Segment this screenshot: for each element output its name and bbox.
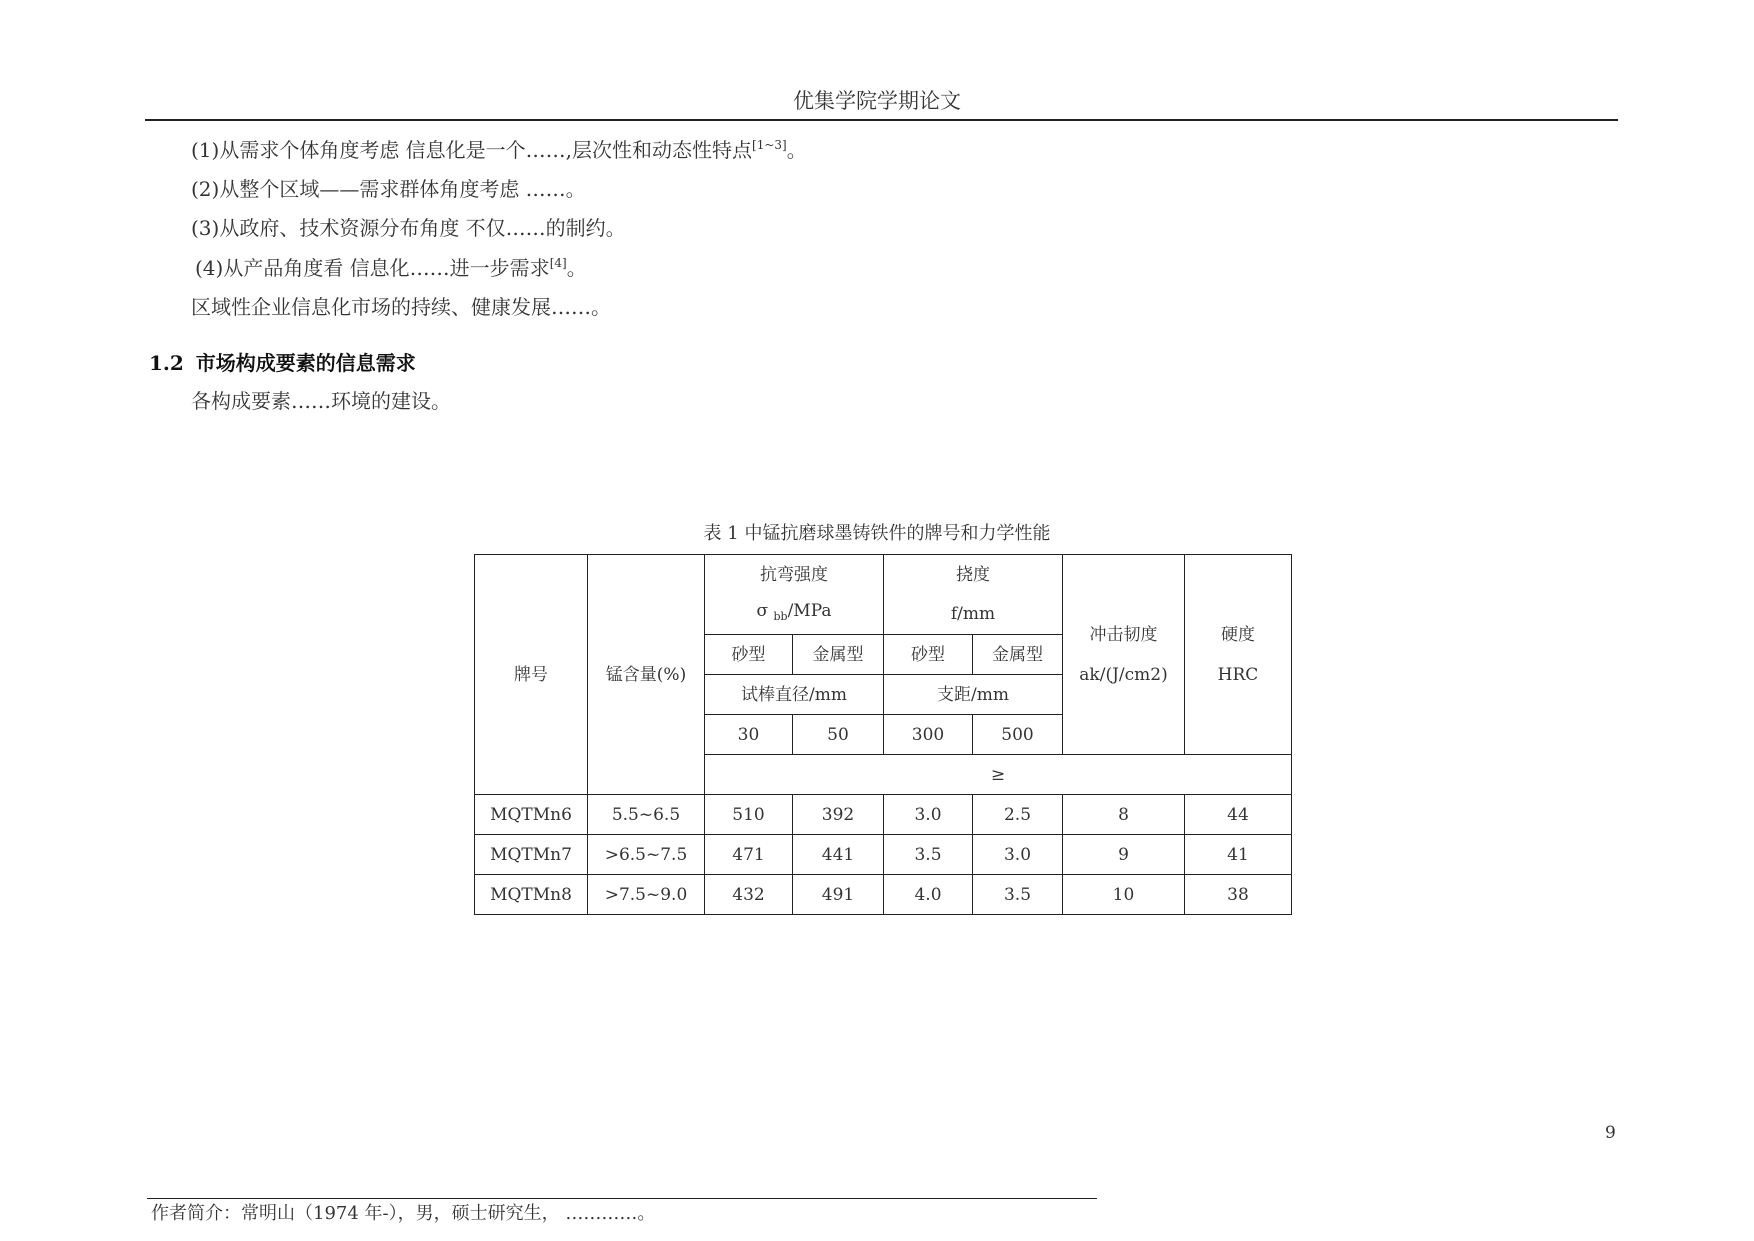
header-impact-toughness: [1063, 555, 1185, 755]
impact-label: 冲击韧度: [1089, 624, 1158, 645]
header-bar-diameter: 试棒直径/mm: [705, 675, 884, 715]
header-hardness: [1185, 555, 1292, 755]
section-heading: [149, 350, 416, 376]
cell-sand-defl: 3.0: [884, 795, 973, 835]
cell-metal-bend: 491: [793, 875, 884, 915]
table-caption: 表 1 中锰抗磨球墨铸铁件的牌号和力学性能: [703, 523, 1051, 544]
header-deflection-unit: f/mm: [884, 595, 1063, 635]
section-number: 1.2: [149, 351, 184, 375]
citation-1-3: [1~3]: [752, 138, 787, 152]
header-d50: 50: [793, 715, 884, 755]
page-header-rule: [145, 119, 1618, 121]
paragraph-4-text: (4)从产品角度看 信息化……进一步需求: [195, 256, 550, 280]
cell-impact: 10: [1063, 875, 1185, 915]
cell-impact: 8: [1063, 795, 1185, 835]
section-paragraph: 各构成要素……环境的建设。: [191, 389, 451, 413]
paragraph-2: (2)从整个区域——需求群体角度考虑 ……。: [191, 177, 586, 201]
header-deflection: 挠度: [884, 555, 1063, 595]
header-mn-content: 锰含量(%): [588, 555, 705, 795]
cell-sand-bend: 510: [705, 795, 793, 835]
header-d30: 30: [705, 715, 793, 755]
author-footnote: 作者简介：常明山（1974 年-），男，硕士研究生， …………。: [151, 1203, 656, 1224]
sigma-subscript: bb: [773, 610, 788, 624]
sigma-unit: /MPa: [787, 601, 832, 622]
header-metal-mold-defl: 金属型: [973, 635, 1063, 675]
cell-grade: MQTMn8: [475, 875, 588, 915]
paragraph-4-end: 。: [566, 256, 587, 280]
header-grade: 牌号: [475, 555, 588, 795]
cell-hrc: 44: [1185, 795, 1292, 835]
page-header-title: 优集学院学期论文: [793, 89, 961, 113]
header-s500: 500: [973, 715, 1063, 755]
cell-sand-defl: 3.5: [884, 835, 973, 875]
header-bending-strength: 抗弯强度: [705, 555, 884, 595]
paragraph-4: [195, 255, 587, 281]
paragraph-1-text: (1)从需求个体角度考虑 信息化是一个……,层次性和动态性特点: [191, 138, 753, 162]
header-metal-mold-bend: 金属型: [793, 635, 884, 675]
cell-mn: 5.5~6.5: [588, 795, 705, 835]
cell-sand-bend: 432: [705, 875, 793, 915]
cell-grade: MQTMn7: [475, 835, 588, 875]
header-sand-mold-defl: 砂型: [884, 635, 973, 675]
table-row: [475, 835, 1292, 875]
cell-grade: MQTMn6: [475, 795, 588, 835]
cell-metal-bend: 441: [793, 835, 884, 875]
header-span: 支距/mm: [884, 675, 1063, 715]
footnote-rule: [147, 1198, 1097, 1199]
citation-4: [4]: [549, 256, 567, 270]
paragraph-5: 区域性企业信息化市场的持续、健康发展……。: [191, 295, 611, 319]
cell-impact: 9: [1063, 835, 1185, 875]
cell-metal-defl: 3.5: [973, 875, 1063, 915]
header-s300: 300: [884, 715, 973, 755]
table-row: [475, 795, 1292, 835]
properties-table: [474, 554, 1292, 915]
cell-mn: >6.5~7.5: [588, 835, 705, 875]
hardness-unit: HRC: [1217, 664, 1259, 685]
paragraph-1: [191, 137, 807, 163]
sigma-symbol: σ: [756, 601, 769, 622]
cell-mn: >7.5~9.0: [588, 875, 705, 915]
cell-metal-bend: 392: [793, 795, 884, 835]
impact-unit: ak/(J/cm2): [1079, 664, 1168, 685]
header-min-symbol: ≥: [705, 755, 1292, 795]
cell-metal-defl: 3.0: [973, 835, 1063, 875]
header-sand-mold-bend: 砂型: [705, 635, 793, 675]
table-row: [475, 875, 1292, 915]
cell-hrc: 41: [1185, 835, 1292, 875]
paragraph-3: (3)从政府、技术资源分布角度 不仅……的制约。: [191, 216, 626, 240]
page-number: 9: [1605, 1123, 1616, 1143]
cell-metal-defl: 2.5: [973, 795, 1063, 835]
cell-sand-defl: 4.0: [884, 875, 973, 915]
header-sigma-unit: [705, 595, 884, 635]
cell-hrc: 38: [1185, 875, 1292, 915]
paragraph-1-end: 。: [786, 138, 807, 162]
section-title: 市场构成要素的信息需求: [195, 351, 416, 375]
cell-sand-bend: 471: [705, 835, 793, 875]
hardness-label: 硬度: [1221, 624, 1255, 645]
